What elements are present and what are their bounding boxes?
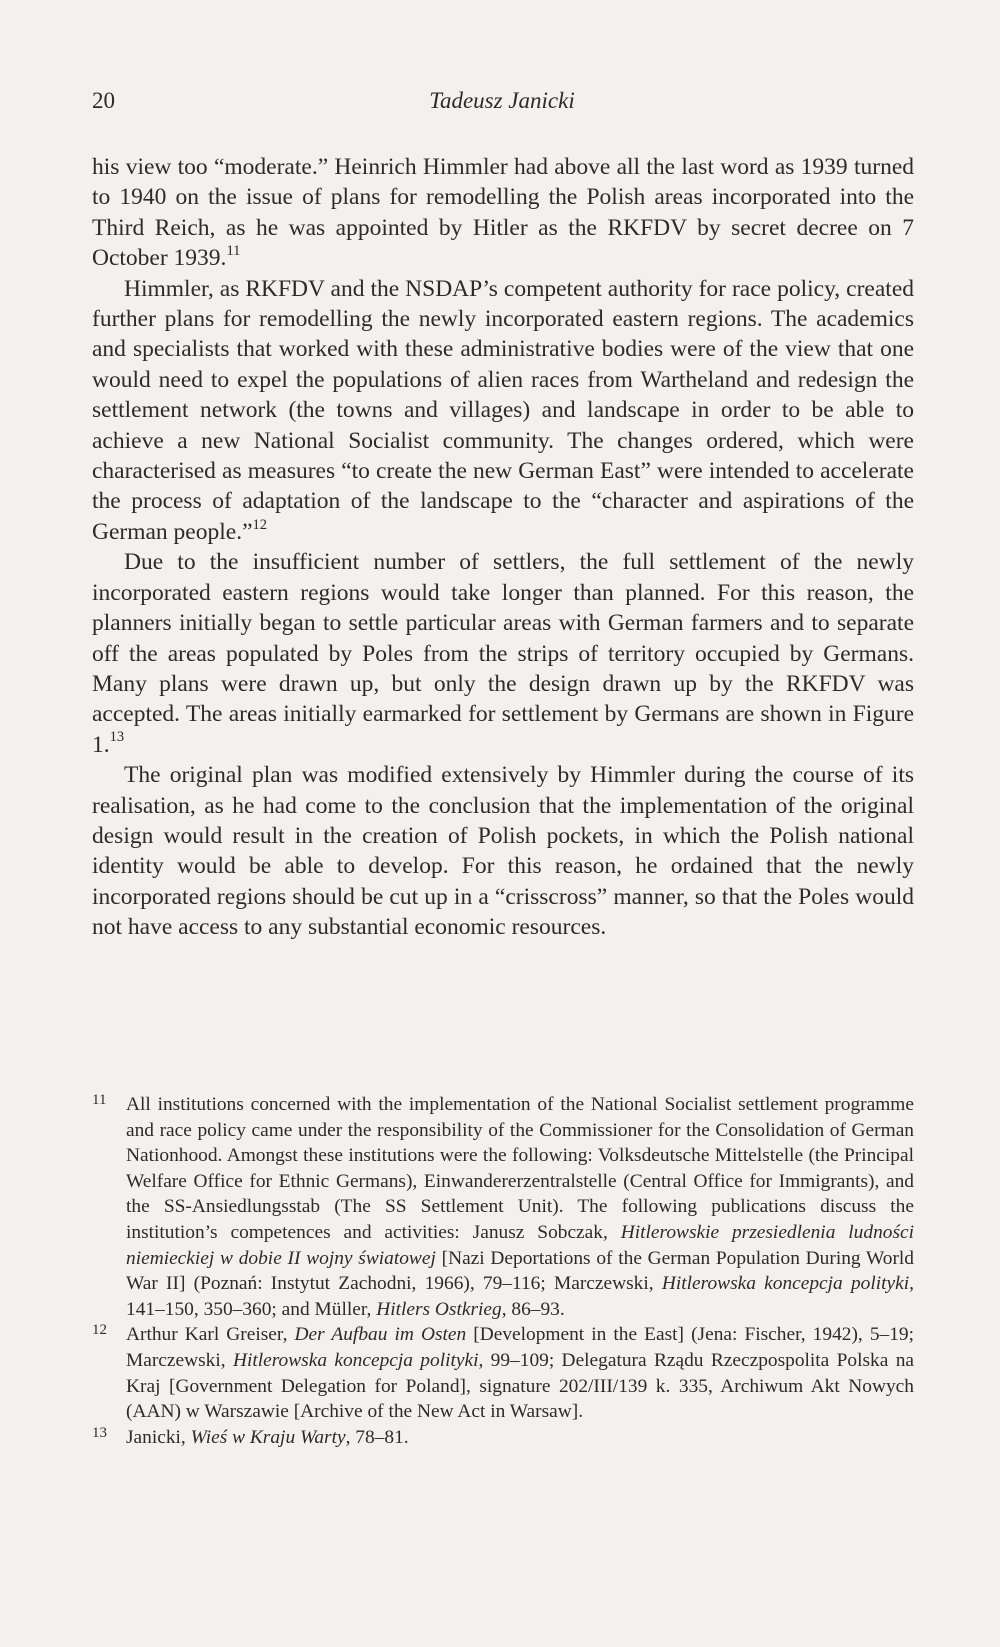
page-number: 20 bbox=[92, 88, 115, 113]
footnote-text: [Development in the East] (Jena: Fischer, 1942), 5–19; Marczewski, bbox=[126, 1324, 915, 1371]
paragraph-3 bbox=[92, 547, 914, 760]
page-header bbox=[92, 88, 912, 118]
footnote-text: , 78–81. bbox=[345, 1426, 409, 1448]
footnote-text: Arthur Karl Greiser, bbox=[126, 1324, 295, 1346]
note-ref-12: 12 bbox=[252, 516, 268, 533]
footnote-text: [Nazi Deportations of the German Population During World War II] (Poznań: Instytut Zachodni, 1966), 79–116; Marczewski, bbox=[126, 1247, 914, 1295]
cited-title: Wieś w Kraju Warty bbox=[190, 1426, 346, 1448]
paragraph-text: Himmler, as RKFDV and the NSDAP’s competent authority for race policy, created further plans for remodelling the newly incorporated eastern regions. The academics and specialists that worked with these administrative bodies were of the view that one would need to expel the populations of alien races from Wartheland and redesign the settlement network (the towns and villages) and landscape in order to be able to achieve a new National Socialist community. The changes ordered, which were characterised as measures “to create the new German East” were intended to accelerate the process of adaptation of the landscape to the “character and aspirations of the German people.” bbox=[92, 275, 914, 545]
cited-title: Hitlerowska koncepcja polityki bbox=[661, 1273, 910, 1295]
footnote-text: , 99–109; Delegatura Rządu Rzeczpospolita Polska na Kraj [Government Delegation for Poland], signature 202/III/139 k. 335, Archiwum Akt Nowych (AAN) w Warszawie [Archive of the New Act in Warsaw]. bbox=[126, 1349, 914, 1423]
footnote-text: All institutions concerned with the implementation of the National Socialist settlement programme and race policy came under the responsibility of the Commissioner for the Consolidation of German Nationhood. Amongst these institutions were the following: Volksdeutsche Mittelstelle (the Principal Welfare Office for Ethnic Germans), Einwandererzentralstelle (Central Office for Immigrants), and the SS-Ansiedlungsstab (The SS Settlement Unit). The following publications discuss the institution’s competences and activities: Janusz Sobczak, bbox=[126, 1094, 914, 1243]
cited-title: Hitlerowska koncepcja polityki bbox=[232, 1349, 479, 1371]
footnote-text: Janicki, bbox=[126, 1426, 191, 1448]
paragraph-text: Due to the insufficient number of settlers, the full settlement of the newly incorporated eastern regions would take longer than planned. For this reason, the planners initially began to settle particular areas with German farmers and to separate off the areas populated by Poles from the strips of territory occupied by Germans. Many plans were drawn up, but only the design drawn up by the RKFDV was accepted. The areas initially earmarked for settlement by Germans are shown in Figure 1. bbox=[92, 549, 914, 758]
footnote-13 bbox=[92, 1425, 914, 1451]
running-head-author: Tadeusz Janicki bbox=[429, 88, 575, 113]
cited-title: Hitlers Ostkrieg bbox=[376, 1298, 502, 1320]
footnote-11 bbox=[92, 1092, 914, 1322]
paragraph-4 bbox=[92, 760, 914, 942]
note-ref-13: 13 bbox=[109, 729, 125, 746]
paragraph-text: The original plan was modified extensively by Himmler during the course of its realisation, as he had come to the conclusion that the implementation of the original design would result in the creation of Polish pockets, in which the Polish national identity would be able to develop. For this reason, he ordained that the newly incorporated regions should be cut up in a “crisscross” manner, so that the Poles would not have access to any substantial economic resources. bbox=[92, 762, 914, 941]
footnote-text: , 86–93. bbox=[501, 1298, 565, 1320]
main-text bbox=[92, 152, 914, 943]
cited-title: Der Aufbau im Osten bbox=[294, 1324, 467, 1346]
paragraph-2 bbox=[92, 274, 914, 548]
paragraph-text: his view too “moderate.” Heinrich Himmler had above all the last word as 1939 turned to 1940 on the issue of plans for remodelling the Polish areas incorporated into the Third Reich, as he was appointed by Hitler as the RKFDV by secret decree on 7 October 1939. bbox=[92, 154, 914, 272]
footnote-number: 12 bbox=[92, 1322, 107, 1339]
paragraph-1 bbox=[92, 152, 914, 274]
footnote-12 bbox=[92, 1322, 914, 1424]
footnotes bbox=[92, 1092, 914, 1450]
footnote-number: 13 bbox=[92, 1424, 107, 1441]
cited-title: Hitlerowskie przesiedlenia ludności niemieckiej w dobie II wojny światowej bbox=[126, 1221, 914, 1269]
footnote-text: , 141–150, 350–360; and Müller, bbox=[126, 1273, 914, 1320]
note-ref-11: 11 bbox=[226, 242, 241, 259]
footnote-number: 11 bbox=[92, 1092, 107, 1108]
